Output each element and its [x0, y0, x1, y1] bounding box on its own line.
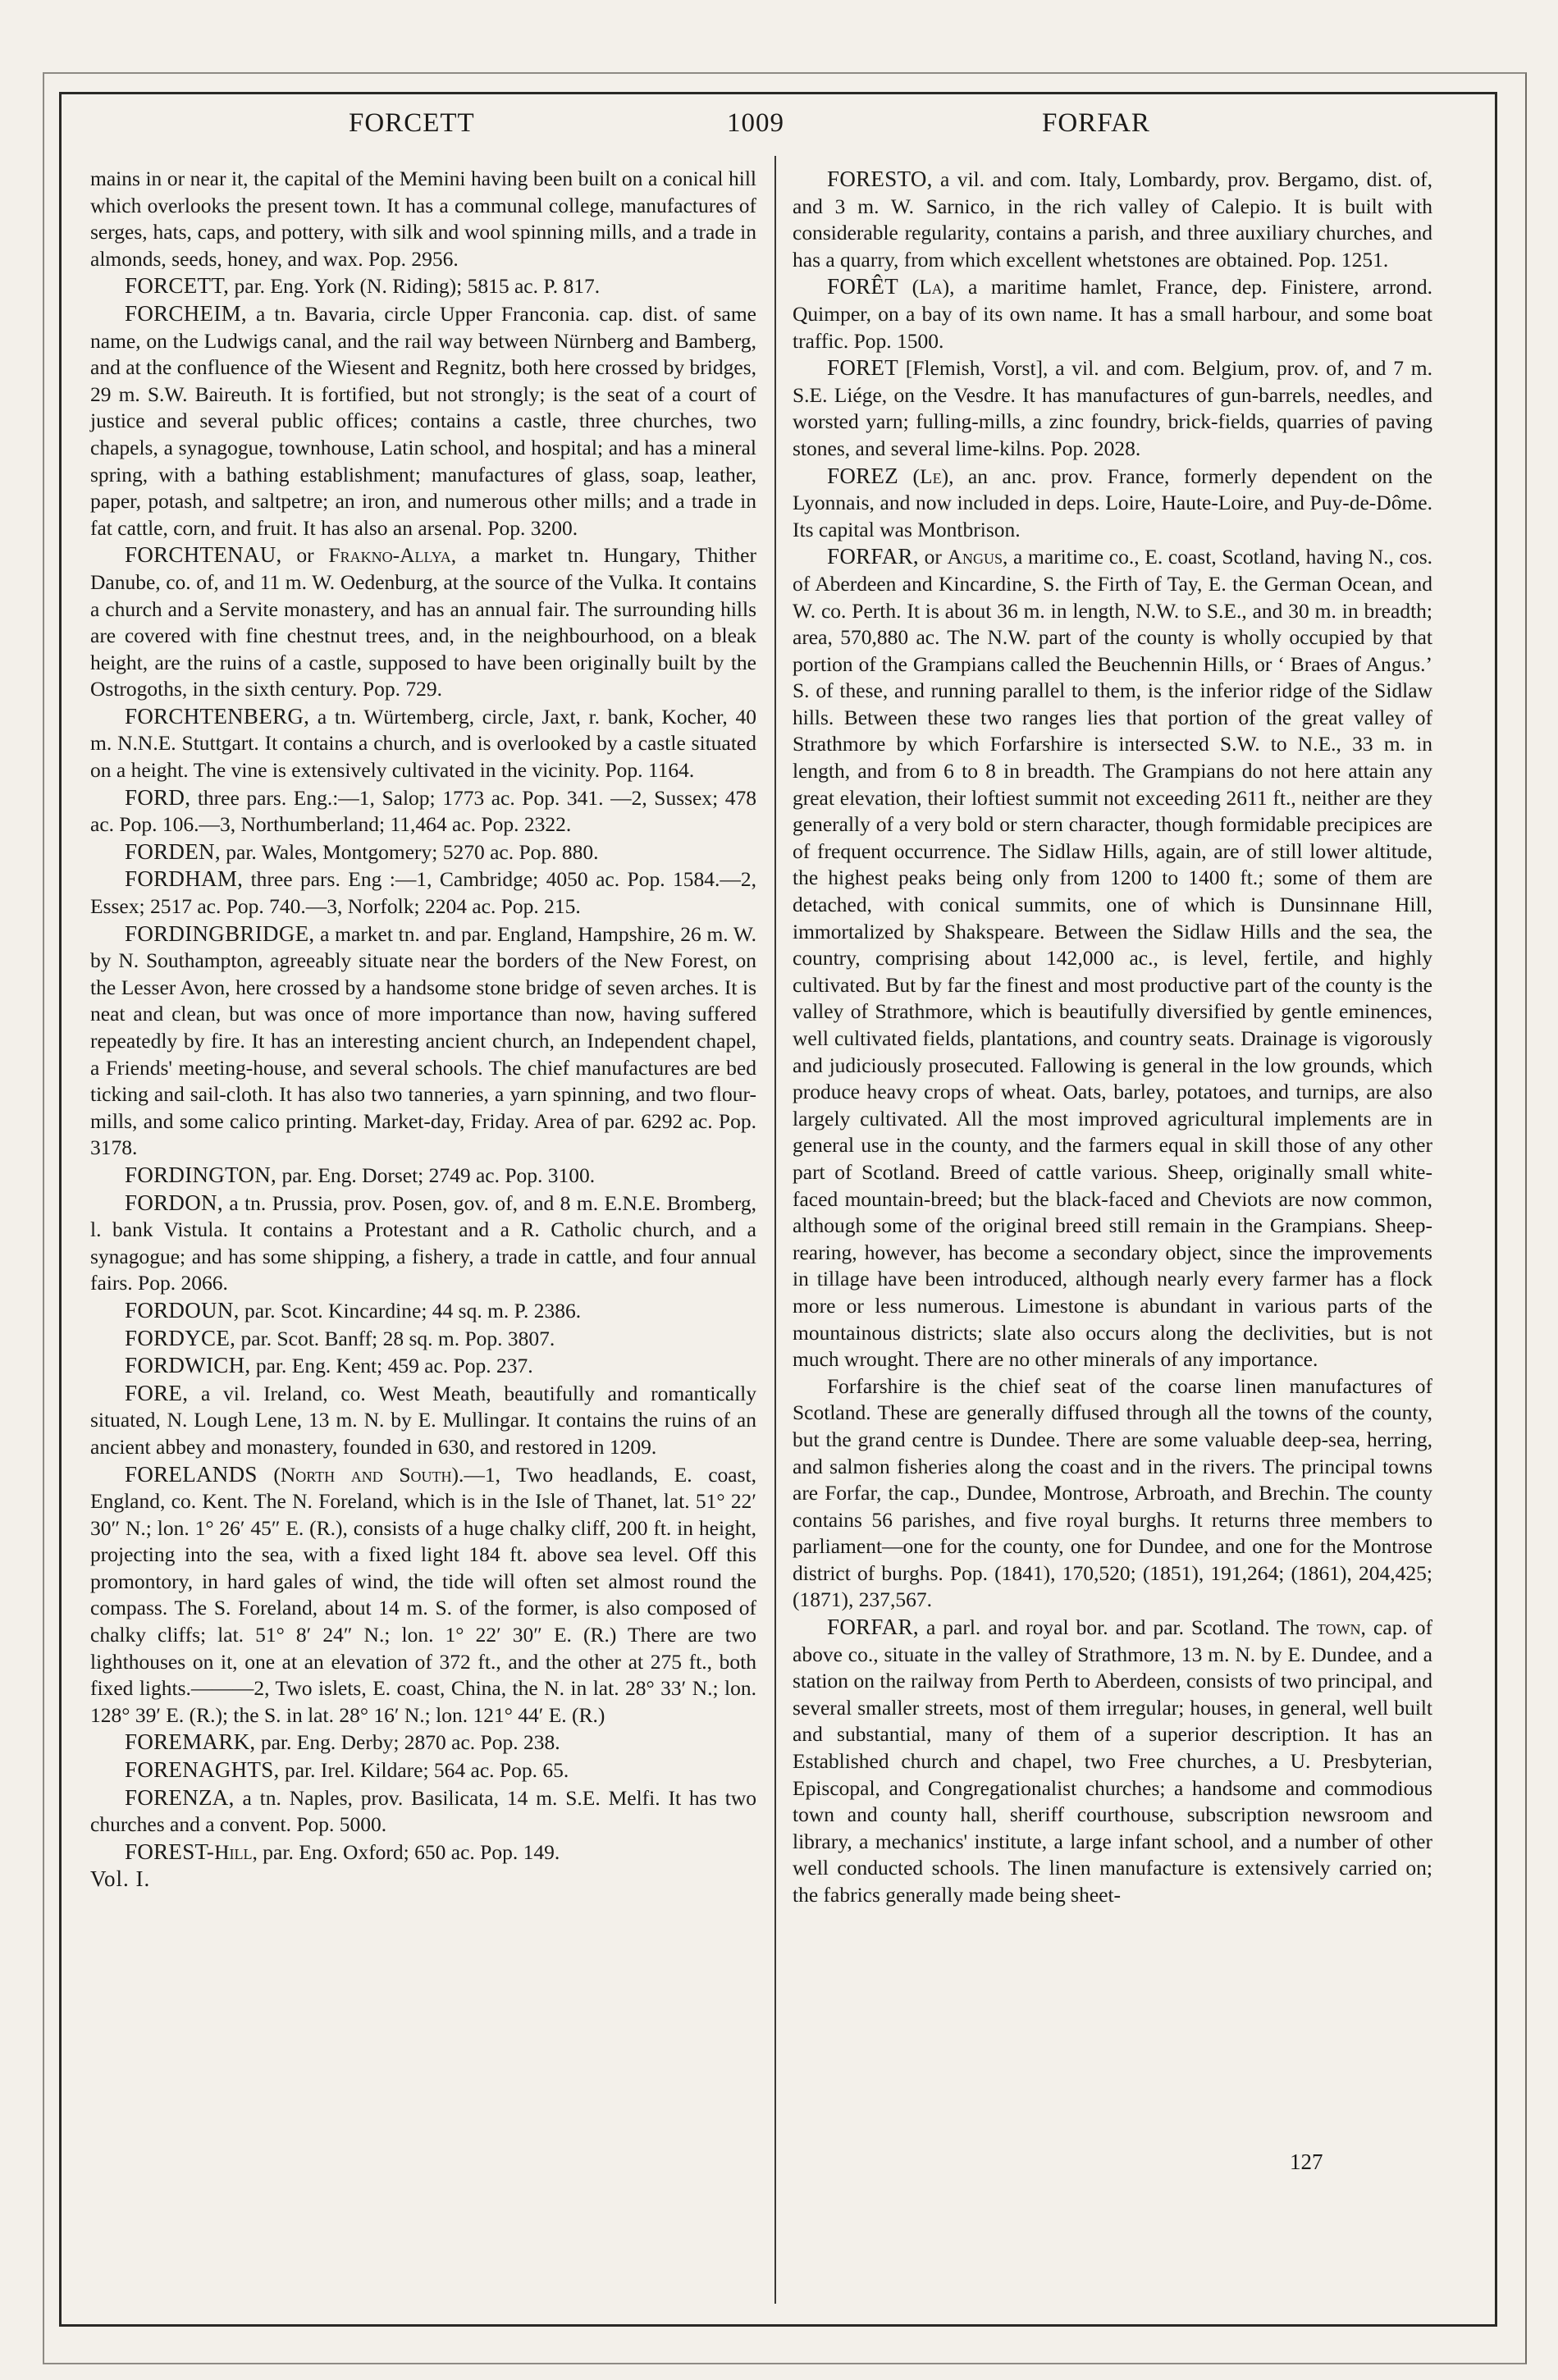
entry-headword: FORDYCE, [125, 1325, 236, 1350]
entry-headword: FORFAR, [827, 544, 919, 569]
gazetteer-entry [90, 920, 756, 1162]
gazetteer-entry [90, 1352, 756, 1380]
entry-headword: FORCHEIM, [125, 300, 247, 326]
volume-mark: Vol. I. [90, 1866, 151, 1892]
entry-headword: FORENZA, [125, 1784, 235, 1810]
entry-text: or [281, 543, 329, 568]
gazetteer-entry [90, 1784, 756, 1839]
entry-headword: FORET [827, 355, 899, 381]
entry-headword: FORDWICH, [125, 1353, 251, 1378]
entry-headword: FORDON, [125, 1190, 223, 1215]
gazetteer-entry [793, 273, 1432, 354]
gazetteer-entry [90, 1729, 756, 1756]
entry-headword: FORESTO, [827, 167, 933, 191]
gazetteer-entry [90, 1162, 756, 1190]
entry-headword-suffix: Hill [214, 1839, 253, 1864]
entry-headword: FORDINGTON, [125, 1162, 277, 1187]
entry-headword: FOREZ [827, 463, 899, 488]
entry-text: a tn. Bavaria, circle Upper Franconia. cap. dist. of same name, on the Ludwigs canal, and the rail way between Nürnberg and Bamberg, and at the confluence of the Wiesent and Regnitz, both here crossed by bridges, 29 m. S.W. Baireuth. It is fortified, but not strongly; is the seat of a court of justice and several public offices; contains a castle, three churches, two chapels, a synagogue, townhouse, Latin school, and hospital; and has a mineral spring, with a bathing establishment; manufactures of glass, soap, leather, paper, potash, and saltpetre; an iron, and numerous other mills; and a trade in fat cattle, corn, and fruit. It has also an arsenal. Pop. 3200. [90, 301, 756, 540]
entry-text: Forfarshire is the chief seat of the coarse linen manufactures of Scotland. These are generally diffused through all the towns of the county, but the grand centre is Dundee. There are some valuable deep-sea, herring, and salmon fisheries along the coast and in the rivers. The principal towns are Forfar, the cap., Dundee, Montrose, Arbroath, and Brechin. The county contains 56 parishes, and five royal burghs. It returns three members to parliament—one for the county, one for Dundee, and one for the Montrose district of burghs. Pop. (1841), 170,520; (1851), 191,264; (1861), 204,425; (1871), 237,567. [793, 1373, 1432, 1612]
entry-alt-name: Angus [947, 545, 1003, 569]
gazetteer-entry [90, 1297, 756, 1325]
entry-headword: FORDEN, [125, 838, 221, 864]
header-left-keyword: FORCETT [349, 108, 475, 138]
gazetteer-entry [90, 1325, 756, 1353]
entry-text: a tn. Naples, prov. Basilicata, 14 m. S.E. Melfi. It has two churches and a convent. Pop. 5000. [90, 1785, 756, 1837]
entry-text: a market tn. and par. England, Hampshire, 26 m. W. by N. Southampton, agreeably situate near the borders of the New Forest, on the Lesser Avon, here crossed by a handsome stone bridge of seven arches. It is neat and clean, but was once of more importance than now, having suffered repeatedly by fire. It has an interesting ancient church, an Independent chapel, a Friends' meeting-house, and several schools. The chief manufactures are bed ticking and sail-cloth. It has also two tanneries, a yarn spinning, and two flour-mills, and some calico printing. Market-day, Friday. Area of par. 6292 ac. Pop. 3178. [90, 921, 756, 1160]
gazetteer-entry [793, 354, 1432, 462]
entry-headword: FORE, [125, 1380, 189, 1405]
entry-headword: FORENAGHTS, [125, 1757, 280, 1783]
gazetteer-entry [90, 1461, 756, 1729]
entry-text: par. Scot. Kincardine; 44 sq. m. P. 2386. [239, 1298, 582, 1322]
entry-headword: FOREST- [125, 1839, 215, 1864]
sheet-number: 127 [1290, 2149, 1323, 2174]
gazetteer-entry [90, 1190, 756, 1297]
entry-text: a tn. Würtemberg, circle, Jaxt, r. bank, Kocher, 40 m. N.N.E. Stuttgart. It contains a church, and is overlooked by a castle situated on a height. The vine is extensively cultivated in the vicinity. Pop. 1164. [90, 704, 756, 783]
gazetteer-entry [793, 1373, 1432, 1614]
entry-headword: FOREMARK, [125, 1729, 256, 1755]
gazetteer-entry [90, 272, 756, 300]
entry-text: a tn. Prussia, prov. Posen, gov. of, and 8 m. E.N.E. Bromberg, l. bank Vistula. It contains a Protestant and a R. Catholic church, and a synagogue; and has some shipping, a fishery, a trade in cattle, and four annual fairs. Pop. 2066. [90, 1190, 756, 1295]
gazetteer-entry [793, 543, 1432, 1373]
entry-text: [Flemish, Vorst], a vil. and com. Belgium, prov. of, and 7 m. S.E. Liége, on the Vesdre. It has manufactures of gun-barrels, needles, and worsted yarn; fulling-mills, a zinc foundry, brick-fields, quarries of paving stones, and several lime-kilns. Pop. 2028. [793, 356, 1432, 460]
entry-text: ( [257, 1462, 281, 1487]
gazetteer-entry [793, 166, 1432, 273]
running-header [59, 105, 1497, 154]
entry-headword: FORCHTENBERG, [125, 703, 310, 729]
gazetteer-entry [90, 1380, 756, 1461]
entry-text: three pars. Eng.:—1, Salop; 1773 ac. Pop. 341. —2, Sussex; 478 ac. Pop. 106.—3, Northumberland; 11,464 ac. Pop. 2322. [90, 785, 756, 837]
gazetteer-entry [90, 784, 756, 838]
gazetteer-entry [90, 166, 756, 272]
entry-text: ), a maritime hamlet, France, dep. Finistere, arrond. Quimper, on a bay of its own name. It has a small harbour, and some boat traffic. Pop. 1500. [793, 275, 1432, 353]
right-column [793, 166, 1432, 1909]
entry-text: ).—1, Two headlands, E. coast, England, co. Kent. The N. Foreland, which is in the Isle of Thanet, lat. 51° 22′ 30″ N.; lon. 1° 26′ 45″ E. (R.), consists of a huge chalky cliff, 200 ft. in height, projecting into the sea, with a fixed light 184 ft. above sea level. Off this promontory, in hard gales of wind, the tide will often set almost round the compass. The S. Foreland, about 14 m. S. of the former, is also composed of chalky cliffs; lat. 51° 8′ 24″ N.; lon. 1° 22′ 30″ E. (R.) There are two lighthouses on it, one at an elevation of 372 ft., and the other at 275 ft., both fixed lights.———2, Two islets, E. coast, China, the N. in lat. 28° 33′ N.; lon. 128° 39′ E. (R.); the S. in lat. 28° 16′ N.; lon. 121° 44′ E. (R.) [90, 1462, 756, 1727]
entry-text: ), an anc. prov. France, formerly dependent on the Lyonnais, and now included in deps. Loire, Haute-Loire, and Puy-de-Dôme. Its capital was Montbrison. [793, 464, 1432, 541]
entry-text: par. Eng. Kent; 459 ac. Pop. 237. [250, 1354, 533, 1378]
gazetteer-entry [90, 1756, 756, 1784]
entry-text: three pars. Eng :—1, Cambridge; 4050 ac. Pop. 1584.—2, Essex; 2517 ac. Pop. 740.—3, Norfolk; 2204 ac. Pop. 215. [90, 867, 756, 919]
entry-text: or [918, 545, 948, 569]
entry-text: , a maritime co., E. coast, Scotland, having N., cos. of Aberdeen and Kincardine, S. the Firth of Tay, E. the German Ocean, and W. co. Perth. It is about 36 m. in length, N.W. to S.E., and 30 m. in breadth; area, 570,880 ac. The N.W. part of the county is wholly occupied by that portion of the Grampians called the Beuchennin Hills, or ‘ Braes of Angus.’ S. of these, and running parallel to them, is the inferior ridge of the Sidlaw hills. Between these two ranges lies that portion of the great valley of Strathmore by which Forfarshire is intersected S.W. to N.E., 33 m. in length, and from 6 to 8 in breadth. The Grampians do not here attain any great elevation, their loftiest summit not exceeding 2611 ft., neither are they generally of a very bold or stern character, though formidable precipices are of frequent occurrence. The Sidlaw Hills, again, are of still lower altitude, the highest peaks being only from 1200 to 1400 ft.; some of them are detached, with conical summits, one of which is Dunsinnane Hill, immortalized by Shakspeare. Between the Sidlaw Hills and the sea, the country, comprising about 142,000 ac., is level, fertile, and highly cultivated. But by far the finest and most productive part of the county is the valley of Strathmore, which is beautifully diversified by gentle eminences, well cultivated fields, plantations, and country seats. Drainage is vigorously and judiciously prosecuted. Fallowing is general in the low grounds, which produce heavy crops of wheat. Oats, barley, potatoes, and turnips, are also largely cultivated. All the most improved agricultural implements are in general use in the county, and the farmers equal in skill those of any other part of Scotland. Breed of cattle various. Sheep, originally small white-faced mountain-breed; but the black-faced and Cheviots are now common, although some of the original breed still remain in the Grampians. Sheep-rearing, however, has become a secondary object, since the improvements in tillage have been introduced, although nearly every farmer has a flock more or less numerous. Limestone is abundant in various parts of the mountainous districts; slate also occurs along the declivities, but is not much wrought. There are no other minerals of any importance. [793, 545, 1432, 1372]
entry-text: par. Eng. Dorset; 2749 ac. Pop. 3100. [276, 1163, 596, 1187]
entry-text: a vil. and com. Italy, Lombardy, prov. Bergamo, dist. of, and 3 m. W. Sarnico, in the rich valley of Calepio. It is built with considerable regularity, contains a parish, and three auxiliary churches, and has a quarry, from which excellent whetstones are obtained. Pop. 1251. [793, 167, 1432, 272]
gazetteer-entry [90, 300, 756, 541]
entry-headword: FORDHAM, [125, 866, 244, 892]
page-number: 1009 [727, 108, 784, 138]
entry-headword: FORD, [125, 784, 191, 810]
entry-text: , a market tn. Hungary, Thither Danube, co. of, and 11 m. W. Oedenburg, at the source of the Vulka. It contains a church and a Servite monastery, and has an annual fair. The surrounding hills are covered with fine chestnut trees, and, in the neighbourhood, on a bleak height, are the ruins of a castle, supposed to have been originally built by the Ostrogoths, in the sixth century. Pop. 729. [90, 543, 756, 701]
header-right-keyword: FORFAR [1042, 108, 1150, 138]
entry-headword: FORELANDS [125, 1461, 258, 1487]
entry-headword: FORDINGBRIDGE, [125, 920, 315, 946]
entry-text: ( [898, 275, 920, 299]
gazetteer-entry [90, 703, 756, 784]
gazetteer-entry [90, 866, 756, 920]
entry-text: par. Irel. Kildare; 564 ac. Pop. 65. [279, 1758, 569, 1783]
entry-text: par. Eng. Derby; 2870 ac. Pop. 238. [255, 1730, 560, 1755]
entry-text: par. Eng. York (N. Riding); 5815 ac. P. 817. [229, 274, 601, 299]
entry-alt-name: Le [920, 464, 942, 488]
gazetteer-entry [90, 838, 756, 866]
gazetteer-entry [793, 463, 1432, 544]
entry-text: mains in or near it, the capital of the Memini having been built on a conical hill which overlooks the present town. It has a communal college, manufactures of serges, hats, caps, and pottery, with silk and wool spinning mills, and a trade in almonds, seeds, honey, and wax. Pop. 2956. [90, 167, 756, 271]
column-divider [774, 156, 776, 2304]
entry-text: a vil. Ireland, co. West Meath, beautifully and romantically situated, N. Lough Lene, 13 m. N. by E. Mullingar. It contains the ruins of an ancient abbey and monastery, founded in 630, and restored in 1209. [90, 1381, 756, 1459]
gazetteer-entry [90, 1839, 756, 1866]
entry-text: a parl. and royal bor. and par. Scotland. The [918, 1615, 1317, 1640]
entry-alt-name: Frakno-Allya [328, 543, 451, 568]
entry-headword: FORDOUN, [125, 1297, 240, 1322]
entry-text: par. Scot. Banff; 28 sq. m. Pop. 3807. [235, 1326, 555, 1350]
entry-text: ( [898, 464, 920, 488]
left-column [90, 166, 756, 1893]
entry-alt-name: town [1316, 1615, 1361, 1640]
entry-headword: FORFAR, [827, 1615, 919, 1640]
entry-headword: FORCETT, [125, 273, 230, 299]
entry-headword: FORCHTENAU, [125, 542, 282, 568]
gazetteer-entry [90, 541, 756, 703]
entry-alt-name: North and South [280, 1462, 452, 1487]
entry-text: , par. Eng. Oxford; 650 ac. Pop. 149. [252, 1839, 560, 1864]
entry-headword: FORÊT [827, 274, 899, 299]
gazetteer-entry [793, 1614, 1432, 1909]
entry-text: par. Wales, Montgomery; 5270 ac. Pop. 880. [220, 839, 599, 864]
entry-alt-name: La [919, 275, 943, 299]
entry-text: , cap. of above co., situate in the valley of Strathmore, 13 m. N. by E. Dundee, and a station on the railway from Perth to Aberdeen, consists of two principal, and several smaller streets, most of them irregular; houses, in general, well built and substantial, many of them of a superior description. It has an Established church and chapel, two Free churches, a U. Presbyterian, Episcopal, and Congregationalist churches; a handsome and commodious town and county hall, sheriff courthouse, subscription newsroom and library, a mechanics' institute, a large infant school, and a number of other well conducted schools. The linen manufacture is extensively carried on; the fabrics generally made being sheet- [793, 1615, 1432, 1907]
